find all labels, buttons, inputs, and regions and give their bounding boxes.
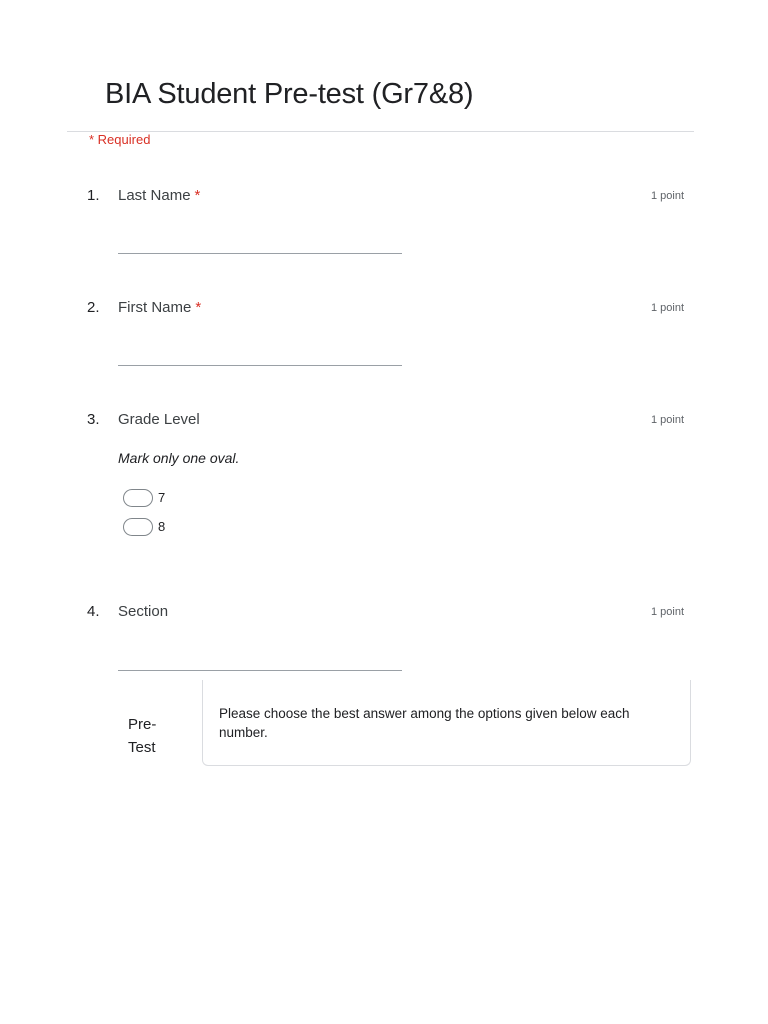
question-points: 1 point	[650, 302, 684, 314]
question-points: 1 point	[650, 414, 684, 426]
question-label	[118, 187, 200, 204]
question-number: 1.	[87, 187, 100, 204]
last-name-input[interactable]	[118, 253, 402, 254]
section-header	[0, 680, 768, 770]
question-number: 3.	[87, 411, 100, 428]
question-number: 2.	[87, 299, 100, 316]
title-divider	[67, 131, 694, 132]
question-label: Grade Level	[118, 411, 200, 428]
question-label: Section	[118, 603, 169, 620]
section-card	[202, 680, 691, 766]
option-label: 8	[158, 519, 166, 534]
required-asterisk: *	[195, 299, 202, 316]
required-note: * Required	[89, 132, 151, 147]
question-label-text: Last Name	[118, 187, 191, 204]
section-description: Please choose the best answer among the options given below each number.	[219, 706, 630, 740]
question-label-text: First Name	[118, 299, 192, 316]
question-instruction: Mark only one oval.	[118, 450, 240, 466]
section-name: Pre-Test	[128, 716, 157, 756]
option-label: 7	[158, 490, 166, 505]
section-input[interactable]	[118, 670, 402, 671]
form-title: BIA Student Pre-test (Gr7&8)	[105, 78, 474, 110]
required-asterisk: *	[194, 187, 201, 204]
first-name-input[interactable]	[118, 365, 402, 366]
question-label	[118, 299, 201, 316]
question-number: 4.	[87, 603, 100, 620]
radio-oval[interactable]	[123, 518, 153, 536]
radio-oval[interactable]	[123, 489, 153, 507]
question-points: 1 point	[650, 190, 684, 202]
question-points: 1 point	[650, 606, 684, 618]
